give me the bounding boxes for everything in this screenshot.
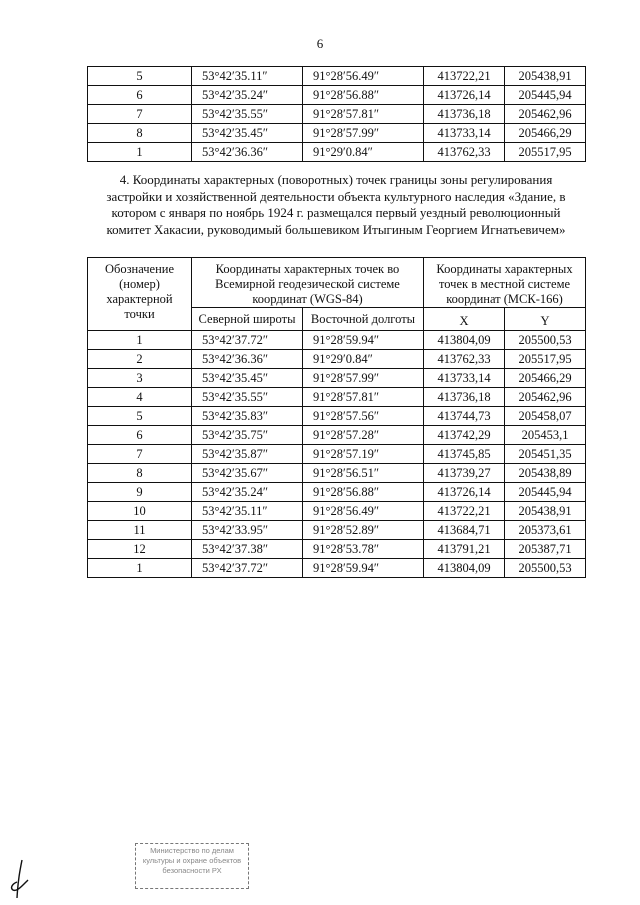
x-coordinate-cell: 413726,14: [424, 483, 505, 502]
header-msk166: Координаты характерных точек в местной системе координат (МСК-166): [424, 258, 586, 308]
table-row: [88, 388, 586, 407]
table-row: [88, 369, 586, 388]
table-row: [88, 350, 586, 369]
stamp-line-1: Министерство по делам: [150, 846, 234, 855]
header-y: Y: [505, 308, 586, 331]
header-east-longitude: Восточной долготы: [303, 308, 424, 331]
x-coordinate-cell: 413722,21: [424, 502, 505, 521]
y-coordinate-cell: 205462,96: [505, 105, 586, 124]
x-coordinate-cell: 413733,14: [424, 124, 505, 143]
point-number-cell: 1: [88, 143, 192, 162]
y-coordinate-cell: 205387,71: [505, 540, 586, 559]
point-number-cell: 8: [88, 124, 192, 143]
east-longitude-cell: 91°28′57.56″: [303, 407, 424, 426]
point-number-cell: 11: [88, 521, 192, 540]
y-coordinate-cell: 205517,95: [505, 350, 586, 369]
north-latitude-cell: 53°42′37.38″: [192, 540, 303, 559]
east-longitude-cell: 91°28′57.99″: [303, 369, 424, 388]
y-coordinate-cell: 205373,61: [505, 521, 586, 540]
y-coordinate-cell: 205458,07: [505, 407, 586, 426]
y-coordinate-cell: 205466,29: [505, 369, 586, 388]
x-coordinate-cell: 413722,21: [424, 67, 505, 86]
east-longitude-cell: 91°29′0.84″: [303, 350, 424, 369]
x-coordinate-cell: 413804,09: [424, 331, 505, 350]
east-longitude-cell: 91°29′0.84″: [303, 143, 424, 162]
north-latitude-cell: 53°42′35.83″: [192, 407, 303, 426]
east-longitude-cell: 91°28′56.88″: [303, 86, 424, 105]
north-latitude-cell: 53°42′35.24″: [192, 483, 303, 502]
x-coordinate-cell: 413736,18: [424, 388, 505, 407]
table-row: [88, 143, 586, 162]
x-coordinate-cell: 413684,71: [424, 521, 505, 540]
y-coordinate-cell: 205500,53: [505, 559, 586, 578]
y-coordinate-cell: 205451,35: [505, 445, 586, 464]
east-longitude-cell: 91°28′59.94″: [303, 559, 424, 578]
east-longitude-cell: 91°28′52.89″: [303, 521, 424, 540]
point-number-cell: 1: [88, 559, 192, 578]
table-row: [88, 559, 586, 578]
y-coordinate-cell: 205453,1: [505, 426, 586, 445]
north-latitude-cell: 53°42′36.36″: [192, 350, 303, 369]
east-longitude-cell: 91°28′56.88″: [303, 483, 424, 502]
east-longitude-cell: 91°28′57.81″: [303, 105, 424, 124]
table-row: [88, 445, 586, 464]
y-coordinate-cell: 205500,53: [505, 331, 586, 350]
stamp-line-3: безопасности РХ: [162, 866, 222, 875]
east-longitude-cell: 91°28′56.51″: [303, 464, 424, 483]
east-longitude-cell: 91°28′56.49″: [303, 502, 424, 521]
approval-stamp: [135, 843, 249, 889]
header-wgs84: Координаты характерных точек во Всемирной геодезической системе координат (WGS-84): [192, 258, 424, 308]
coordinates-table-continued-body: [88, 67, 586, 162]
point-number-cell: 8: [88, 464, 192, 483]
x-coordinate-cell: 413726,14: [424, 86, 505, 105]
stamp-line-2: культуры и охране объектов: [142, 856, 242, 865]
x-coordinate-cell: 413762,33: [424, 350, 505, 369]
coordinates-table-section-4-body: [88, 331, 586, 578]
north-latitude-cell: 53°42′35.55″: [192, 388, 303, 407]
x-coordinate-cell: 413742,29: [424, 426, 505, 445]
point-number-cell: 10: [88, 502, 192, 521]
point-number-cell: 2: [88, 350, 192, 369]
north-latitude-cell: 53°42′37.72″: [192, 331, 303, 350]
table-row: [88, 540, 586, 559]
x-coordinate-cell: 413744,73: [424, 407, 505, 426]
table-row: [88, 464, 586, 483]
north-latitude-cell: 53°42′33.95″: [192, 521, 303, 540]
section-4-heading: 4. Координаты характерных (поворотных) точек границы зоны регулирования застройки и хозяйственной деятельности объекта культурного наследия «Здание, в котором с января по ноябрь 1924 г. размещался первый уездный революционный комитет Хакасии, руководимый большевиком Итыгиным Георгием Игнатьевичем»: [106, 172, 566, 237]
table-row: [88, 331, 586, 350]
y-coordinate-cell: 205438,89: [505, 464, 586, 483]
x-coordinate-cell: 413791,21: [424, 540, 505, 559]
point-number-cell: 5: [88, 67, 192, 86]
table-row: [88, 407, 586, 426]
east-longitude-cell: 91°28′57.28″: [303, 426, 424, 445]
point-number-cell: 7: [88, 445, 192, 464]
east-longitude-cell: 91°28′59.94″: [303, 331, 424, 350]
table-row: [88, 502, 586, 521]
point-number-cell: 7: [88, 105, 192, 124]
east-longitude-cell: 91°28′57.81″: [303, 388, 424, 407]
point-number-cell: 1: [88, 331, 192, 350]
table-row: [88, 521, 586, 540]
table-row: [88, 86, 586, 105]
coordinates-table-section-4: [87, 257, 586, 578]
east-longitude-cell: 91°28′57.19″: [303, 445, 424, 464]
x-coordinate-cell: 413739,27: [424, 464, 505, 483]
y-coordinate-cell: 205466,29: [505, 124, 586, 143]
north-latitude-cell: 53°42′35.55″: [192, 105, 303, 124]
table-row: [88, 105, 586, 124]
east-longitude-cell: 91°28′53.78″: [303, 540, 424, 559]
y-coordinate-cell: 205445,94: [505, 483, 586, 502]
north-latitude-cell: 53°42′35.87″: [192, 445, 303, 464]
signature-mark: [8, 858, 36, 900]
page-number: 6: [316, 36, 324, 51]
x-coordinate-cell: 413804,09: [424, 559, 505, 578]
x-coordinate-cell: 413762,33: [424, 143, 505, 162]
x-coordinate-cell: 413745,85: [424, 445, 505, 464]
table-row: [88, 483, 586, 502]
north-latitude-cell: 53°42′35.67″: [192, 464, 303, 483]
table-row: [88, 124, 586, 143]
north-latitude-cell: 53°42′35.24″: [192, 86, 303, 105]
east-longitude-cell: 91°28′57.99″: [303, 124, 424, 143]
y-coordinate-cell: 205445,94: [505, 86, 586, 105]
y-coordinate-cell: 205438,91: [505, 67, 586, 86]
x-coordinate-cell: 413736,18: [424, 105, 505, 124]
y-coordinate-cell: 205517,95: [505, 143, 586, 162]
point-number-cell: 3: [88, 369, 192, 388]
coordinates-table-continued: [87, 66, 586, 162]
north-latitude-cell: 53°42′35.11″: [192, 502, 303, 521]
north-latitude-cell: 53°42′37.72″: [192, 559, 303, 578]
north-latitude-cell: 53°42′35.11″: [192, 67, 303, 86]
point-number-cell: 12: [88, 540, 192, 559]
north-latitude-cell: 53°42′35.45″: [192, 124, 303, 143]
point-number-cell: 4: [88, 388, 192, 407]
north-latitude-cell: 53°42′35.45″: [192, 369, 303, 388]
north-latitude-cell: 53°42′36.36″: [192, 143, 303, 162]
y-coordinate-cell: 205462,96: [505, 388, 586, 407]
table-row: [88, 67, 586, 86]
header-north-latitude: Северной широты: [192, 308, 303, 331]
x-coordinate-cell: 413733,14: [424, 369, 505, 388]
north-latitude-cell: 53°42′35.75″: [192, 426, 303, 445]
point-number-cell: 5: [88, 407, 192, 426]
point-number-cell: 9: [88, 483, 192, 502]
point-number-cell: 6: [88, 426, 192, 445]
point-number-cell: 6: [88, 86, 192, 105]
y-coordinate-cell: 205438,91: [505, 502, 586, 521]
east-longitude-cell: 91°28′56.49″: [303, 67, 424, 86]
table-row: [88, 426, 586, 445]
header-x: X: [424, 308, 505, 331]
header-point-number: Обозначение (номер) характерной точки: [88, 258, 192, 331]
